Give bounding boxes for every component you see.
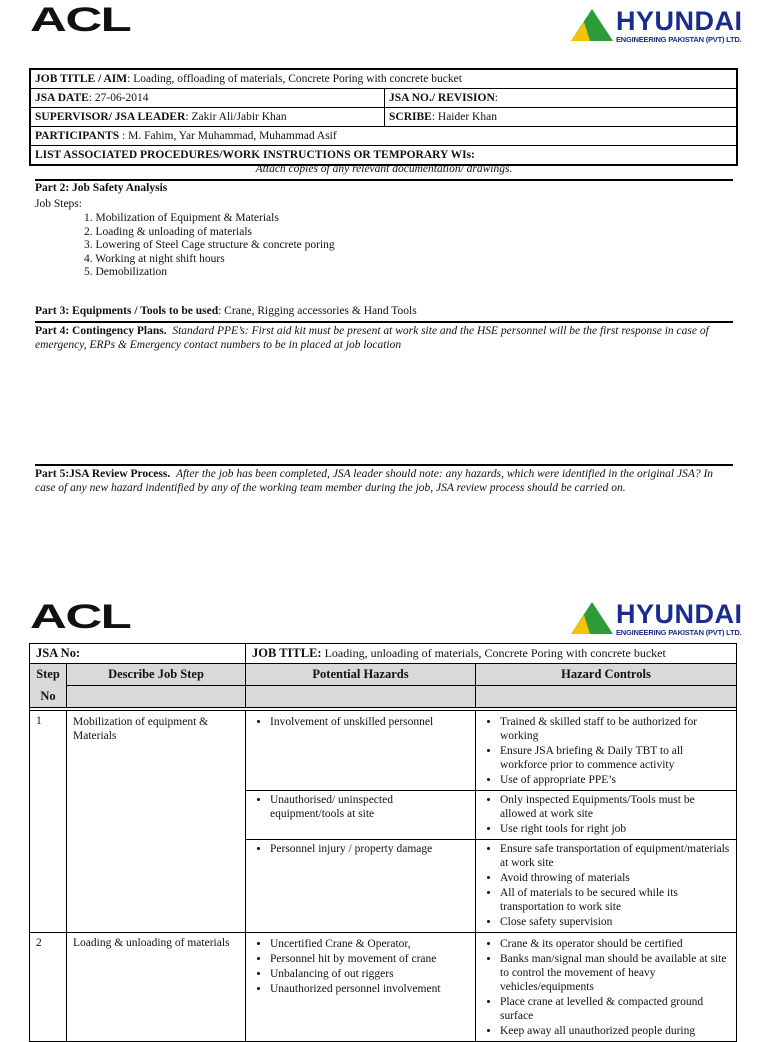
jsa-header-table (29, 68, 738, 166)
hyundai-name: HYUNDAI (616, 599, 743, 629)
step-no: 1 (30, 710, 67, 932)
hyundai-name: HYUNDAI (616, 6, 743, 36)
control-item: • Crane & its operator should be certified (500, 937, 730, 951)
hazards-cell (246, 932, 476, 1041)
job-title-cell: JOB TITLE / AIM: Loading, offloading of materials, Concrete Poring with concrete bucket (30, 69, 737, 89)
job-steps-label: Job Steps: (35, 198, 82, 210)
col-controls: Hazard Controls (476, 664, 737, 686)
job-step: 1. Mobilization of Equipment & Materials (84, 212, 279, 224)
hyundai-logo-page2 (570, 601, 743, 637)
part4: Part 4: Contingency Plans. Standard PPE’s: First aid kit must be present at work site and the HSE personnel will be the first response in case of emergency, ERPs & Emergency contact numbers to be in placed at job location (35, 325, 709, 351)
controls-cell (476, 790, 737, 839)
control-item: • Banks man/signal man should be available at site to control the movement of heavy vehicles/equipments (500, 952, 730, 994)
hazard-item: • Unbalancing of out riggers (270, 967, 469, 981)
control-item: • Use right tools for right job (500, 822, 730, 836)
controls-cell (476, 932, 737, 1041)
hyundai-logo (570, 8, 743, 44)
scribe-cell: SCRIBE: Haider Khan (385, 108, 738, 127)
col-no: No (30, 686, 67, 708)
hazards-cell (246, 710, 476, 790)
table-row (30, 932, 737, 1041)
procedures-cell: LIST ASSOCIATED PROCEDURES/WORK INSTRUCTIONS OR TEMPORARY WIs: (30, 146, 737, 166)
hyundai-triangle-icon (570, 8, 614, 42)
step-describe: Loading & unloading of materials (67, 932, 246, 1041)
hazards-cell (246, 790, 476, 839)
hazard-item: • Involvement of unskilled personnel (270, 715, 469, 729)
control-item: • Only inspected Equipments/Tools must be allowed at work site (500, 793, 730, 821)
control-item: • Trained & skilled staff to be authorized for working (500, 715, 730, 743)
hazard-item: • Personnel injury / property damage (270, 842, 469, 856)
control-item: • Avoid throwing of materials (500, 871, 730, 885)
control-item: • Close safety supervision (500, 915, 730, 929)
table-job-title: JOB TITLE: Loading, unloading of materials, Concrete Poring with concrete bucket (246, 644, 737, 664)
table-row (30, 710, 737, 790)
hazard-item: • Personnel hit by movement of crane (270, 952, 469, 966)
acl-logo-page2: ACL (30, 598, 131, 636)
step-describe: Mobilization of equipment & Materials (67, 710, 246, 932)
job-step: 3. Lowering of Steel Cage structure & concrete poring (84, 239, 335, 251)
part2-title: Part 2: Job Safety Analysis (35, 182, 168, 194)
part5: Part 5:JSA Review Process. After the job has been completed, JSA leader should note: any hazards, which were identified in the original JSA? In case of any new hazard indentified by any of the working team member during the job, JSA review process should be carried on. (35, 468, 714, 494)
attach-note: Attach copies of any relevant documentation/ drawings. (255, 163, 513, 175)
controls-cell (476, 839, 737, 932)
controls-cell (476, 710, 737, 790)
job-step: 2. Loading & unloading of materials (84, 225, 252, 238)
control-item: • Keep away all unauthorized people during (500, 1024, 730, 1038)
job-steps-list (84, 212, 335, 280)
control-item: • All of materials to be secured while its transportation to work site (500, 886, 730, 914)
col-step: Step (30, 664, 67, 686)
acl-logo: ACL (30, 1, 131, 39)
participants-cell: PARTICIPANTS : M. Fahim, Yar Muhammad, Muhammad Asif (30, 127, 737, 146)
step-no: 2 (30, 932, 67, 1041)
hyundai-triangle-icon (570, 601, 614, 635)
hyundai-sub: ENGINEERING PAKISTAN (PVT) LTD. (616, 35, 742, 44)
hazard-item: • Unauthorised/ uninspected equipment/tools at site (270, 793, 469, 821)
jsa-no-label: JSA No: (30, 644, 246, 664)
control-item: • Place crane at levelled & compacted ground surface (500, 995, 730, 1023)
hazards-cell (246, 839, 476, 932)
supervisor-cell: SUPERVISOR/ JSA LEADER: Zakir Ali/Jabir Khan (30, 108, 385, 127)
job-step: 4. Working at night shift hours (84, 252, 225, 265)
hyundai-sub: ENGINEERING PAKISTAN (PVT) LTD. (616, 628, 742, 637)
col-hazards: Potential Hazards (246, 664, 476, 686)
control-item: • Use of appropriate PPE’s (500, 773, 730, 787)
hazard-item: • Uncertified Crane & Operator, (270, 937, 469, 951)
col-describe: Describe Job Step (67, 664, 246, 686)
jsa-no-cell: JSA NO./ REVISION: (385, 89, 738, 108)
job-step: 5. Demobilization (84, 266, 168, 278)
control-item: • Ensure JSA briefing & Daily TBT to all workforce prior to commence activity (500, 744, 730, 772)
jsa-date-cell: JSA DATE: 27-06-2014 (30, 89, 385, 108)
part3: Part 3: Equipments / Tools to be used: Crane, Rigging accessories & Hand Tools (35, 305, 417, 317)
control-item: • Ensure safe transportation of equipment/materials at work site (500, 842, 730, 870)
hazard-item: • Unauthorized personnel involvement (270, 982, 469, 996)
jsa-table (29, 643, 737, 1042)
